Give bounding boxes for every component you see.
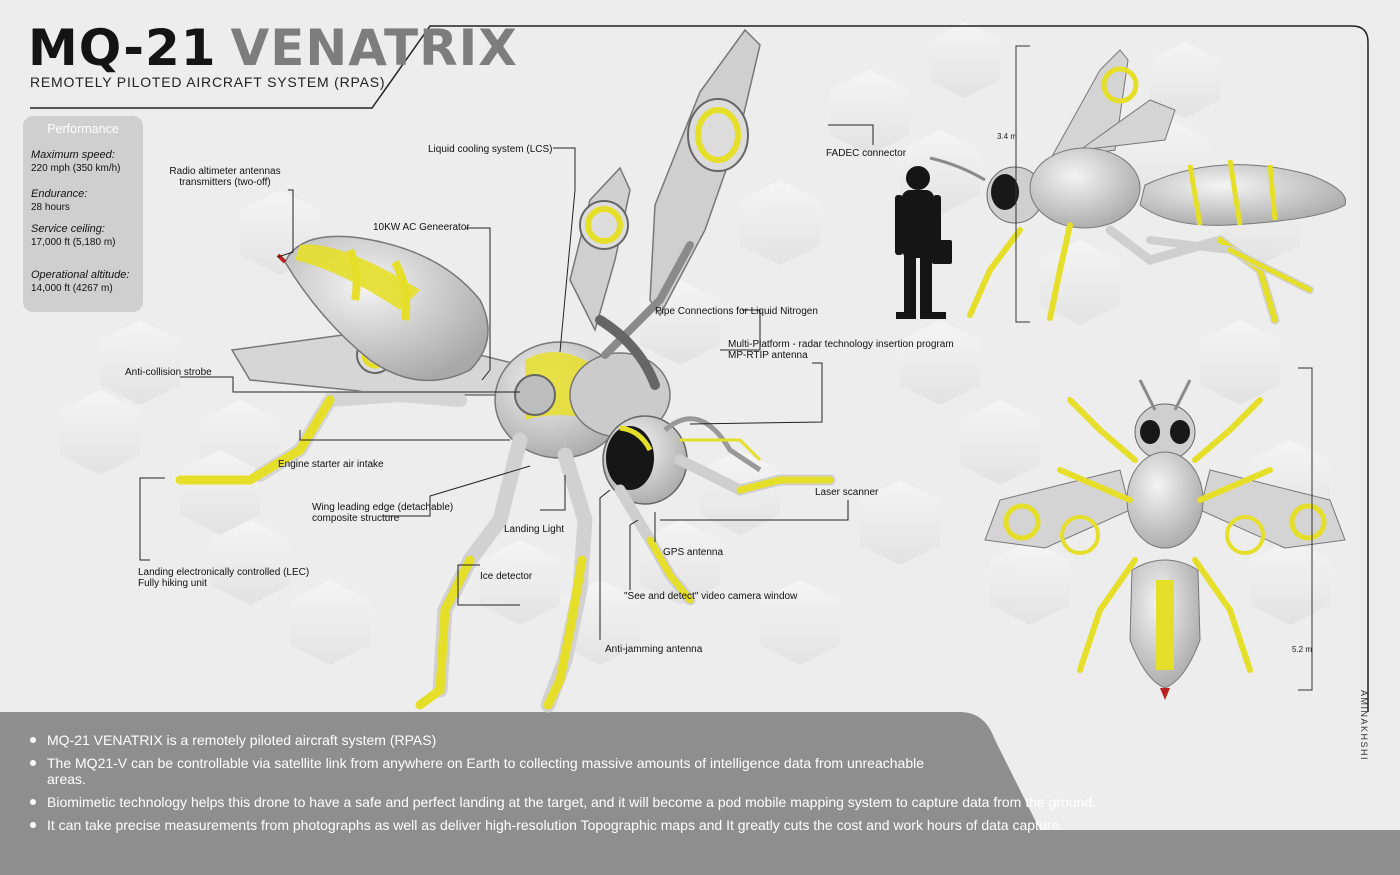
- list-item: [30, 755, 1330, 787]
- performance-title: Performance: [47, 122, 119, 136]
- bullet-text: Biomimetic technology helps this drone to have a safe and perfect landing at the target, and it will become a pod mobile mapping system to capture data from the ground.: [47, 794, 1097, 810]
- callout-anti-collision: Anti-collision strobe: [125, 367, 212, 378]
- callout-gps: GPS antenna: [663, 547, 724, 558]
- list-item: [30, 817, 1330, 833]
- callout-anti-jamming: Anti-jamming antenna: [605, 644, 703, 655]
- callout-laser-scanner: Laser scanner: [815, 487, 879, 498]
- page-subtitle: REMOTELY PILOTED AIRCRAFT SYSTEM (RPAS): [30, 74, 386, 90]
- dimension-height: 3.4 m: [997, 132, 1018, 141]
- callout-pipe-nitrogen: Pipe Connections for Liquid Nitrogen: [655, 306, 818, 317]
- perf-value: 14,000 ft (4267 m): [31, 283, 113, 294]
- perf-value: 28 hours: [31, 202, 70, 213]
- dimension-length: 5.2 m: [1292, 645, 1313, 654]
- perf-label: Maximum speed:: [31, 149, 115, 161]
- perf-label: Endurance:: [31, 188, 88, 200]
- title-model: MQ-21: [28, 19, 217, 77]
- callout-engine-starter: Engine starter air intake: [278, 459, 384, 470]
- callout-ice-detector: Ice detector: [480, 571, 533, 582]
- bullet-text: The MQ21-V can be controllable via satellite link from anywhere on Earth to collecting massive amounts of intelligence data from unreachable areas.: [47, 755, 925, 787]
- callout-landing-light: Landing Light: [504, 524, 565, 535]
- description-list: [30, 732, 1330, 840]
- perf-endurance: [31, 187, 87, 215]
- perf-label: Operational altitude:: [31, 269, 130, 281]
- perf-operational-altitude: [31, 268, 129, 296]
- page-title: [28, 20, 518, 76]
- perf-value: 220 mph (350 km/h): [31, 163, 121, 174]
- callout-wing-edge: Wing leading edge (detachable) composite structure: [312, 502, 454, 524]
- title-name: VENATRIX: [230, 19, 518, 77]
- callout-generator: 10KW AC Geneerator: [373, 222, 470, 233]
- list-item: [30, 732, 1330, 748]
- perf-label: Service ceiling:: [31, 223, 105, 235]
- perf-max-speed: [31, 148, 121, 176]
- callout-see-detect: "See and detect" video camera window: [624, 591, 798, 602]
- bullet-text: It can take precise measurements from photographs as well as deliver high-resolution Topographic maps and It greatly cuts the cost and work hours of data capture.: [47, 817, 1064, 833]
- perf-service-ceiling: [31, 222, 116, 250]
- artist-signature: AMINAKHSHI: [1359, 690, 1369, 762]
- callout-fadec: FADEC connector: [826, 148, 907, 159]
- callout-landing-lec: Landing electronically controlled (LEC) Fully hiking unit: [138, 567, 310, 589]
- callout-mp-rtip: Multi-Platform - radar technology insertion program MP-RTIP antenna: [728, 339, 954, 361]
- performance-panel: [23, 116, 143, 312]
- bullet-text: MQ-21 VENATRIX is a remotely piloted aircraft system (RPAS): [47, 732, 437, 748]
- perf-value: 17,000 ft (5,180 m): [31, 237, 116, 248]
- callout-radio-altimeter: Radio altimeter antennas transmitters (two-off): [169, 166, 281, 188]
- list-item: [30, 794, 1330, 810]
- callout-liquid-cooling: Liquid cooling system (LCS): [428, 144, 553, 155]
- side-view-drone: [930, 50, 1346, 320]
